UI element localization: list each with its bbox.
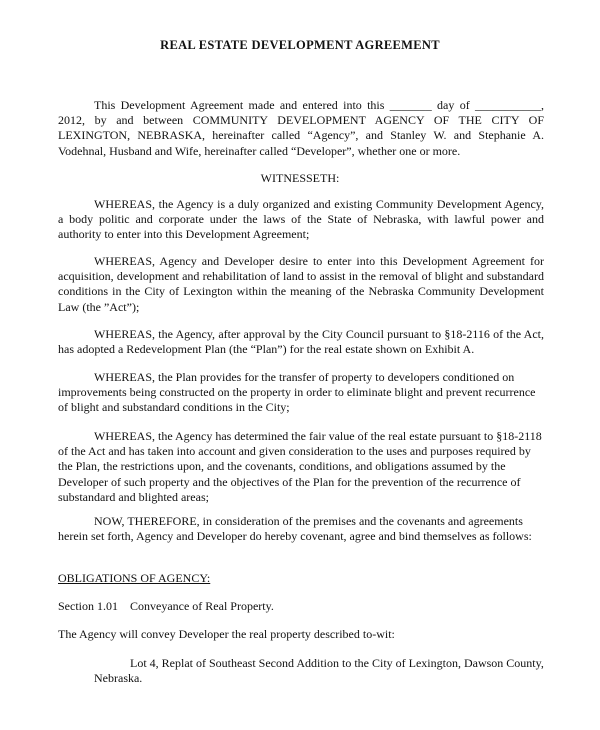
intro-paragraph: This Development Agreement made and entered into this _______ day of ___________, 2012, by and between COMMUNITY DEVELOPMENT AGENCY OF THE CITY OF LEXINGTON, NEBRASKA, hereinafter called “Agency”, and Stanley W. and Stephanie A. Vodehnal, Husband and Wife, hereinafter called “Developer”, whether one or more. (58, 98, 544, 158)
whereas-paragraph-3: WHEREAS, the Agency, after approval by the City Council pursuant to §18-2116 of the Act, has adopted a Redevelopment Plan (the “Plan”) for the real estate shown on Exhibit A. (58, 327, 544, 357)
section-line (58, 599, 274, 614)
lot-description: Lot 4, Replat of Southeast Second Addition to the City of Lexington, Dawson County, Nebraska. (94, 656, 544, 686)
whereas-paragraph-1: WHEREAS, the Agency is a duly organized and existing Community Development Agency, a body politic and corporate under the laws of the State of Nebraska, with lawful power and authority to enter into this Development Agreement; (58, 197, 544, 242)
whereas-paragraph-4: WHEREAS, the Plan provides for the transfer of property to developers conditioned on improvements being constructed on the property in order to eliminate blight and prevent recurrence of blight and substandard conditions in the City; (58, 370, 536, 415)
section-number: Section 1.01 (58, 599, 118, 613)
obligations-heading: OBLIGATIONS OF AGENCY: (58, 571, 211, 585)
document-title: REAL ESTATE DEVELOPMENT AGREEMENT (160, 38, 440, 52)
section-title: Conveyance of Real Property. (130, 599, 274, 613)
now-therefore-paragraph: NOW, THEREFORE, in consideration of the premises and the covenants and agreements herein set forth, Agency and Developer do hereby covenant, agree and bind themselves as follows: (58, 514, 532, 544)
convey-paragraph: The Agency will convey Developer the real property described to-wit: (58, 627, 395, 641)
witnesseth-heading: WITNESSETH: (260, 171, 340, 185)
whereas-paragraph-5: WHEREAS, the Agency has determined the fair value of the real estate pursuant to §18-2118 of the Act and has taken into account and given consideration to the uses and purposes required by the Plan, the restrictions upon, and the covenants, conditions, and obligations assumed by the Developer of such property and the objectives of the Plan for the prevention of the recurrence of substandard and blighted areas; (58, 429, 542, 504)
whereas-paragraph-2: WHEREAS, Agency and Developer desire to enter into this Development Agreement for acquisition, development and rehabilitation of land to assist in the removal of blight and substandard conditions in the City of Lexington within the meaning of the Nebraska Community Development Law (the ”Act”); (58, 254, 544, 314)
